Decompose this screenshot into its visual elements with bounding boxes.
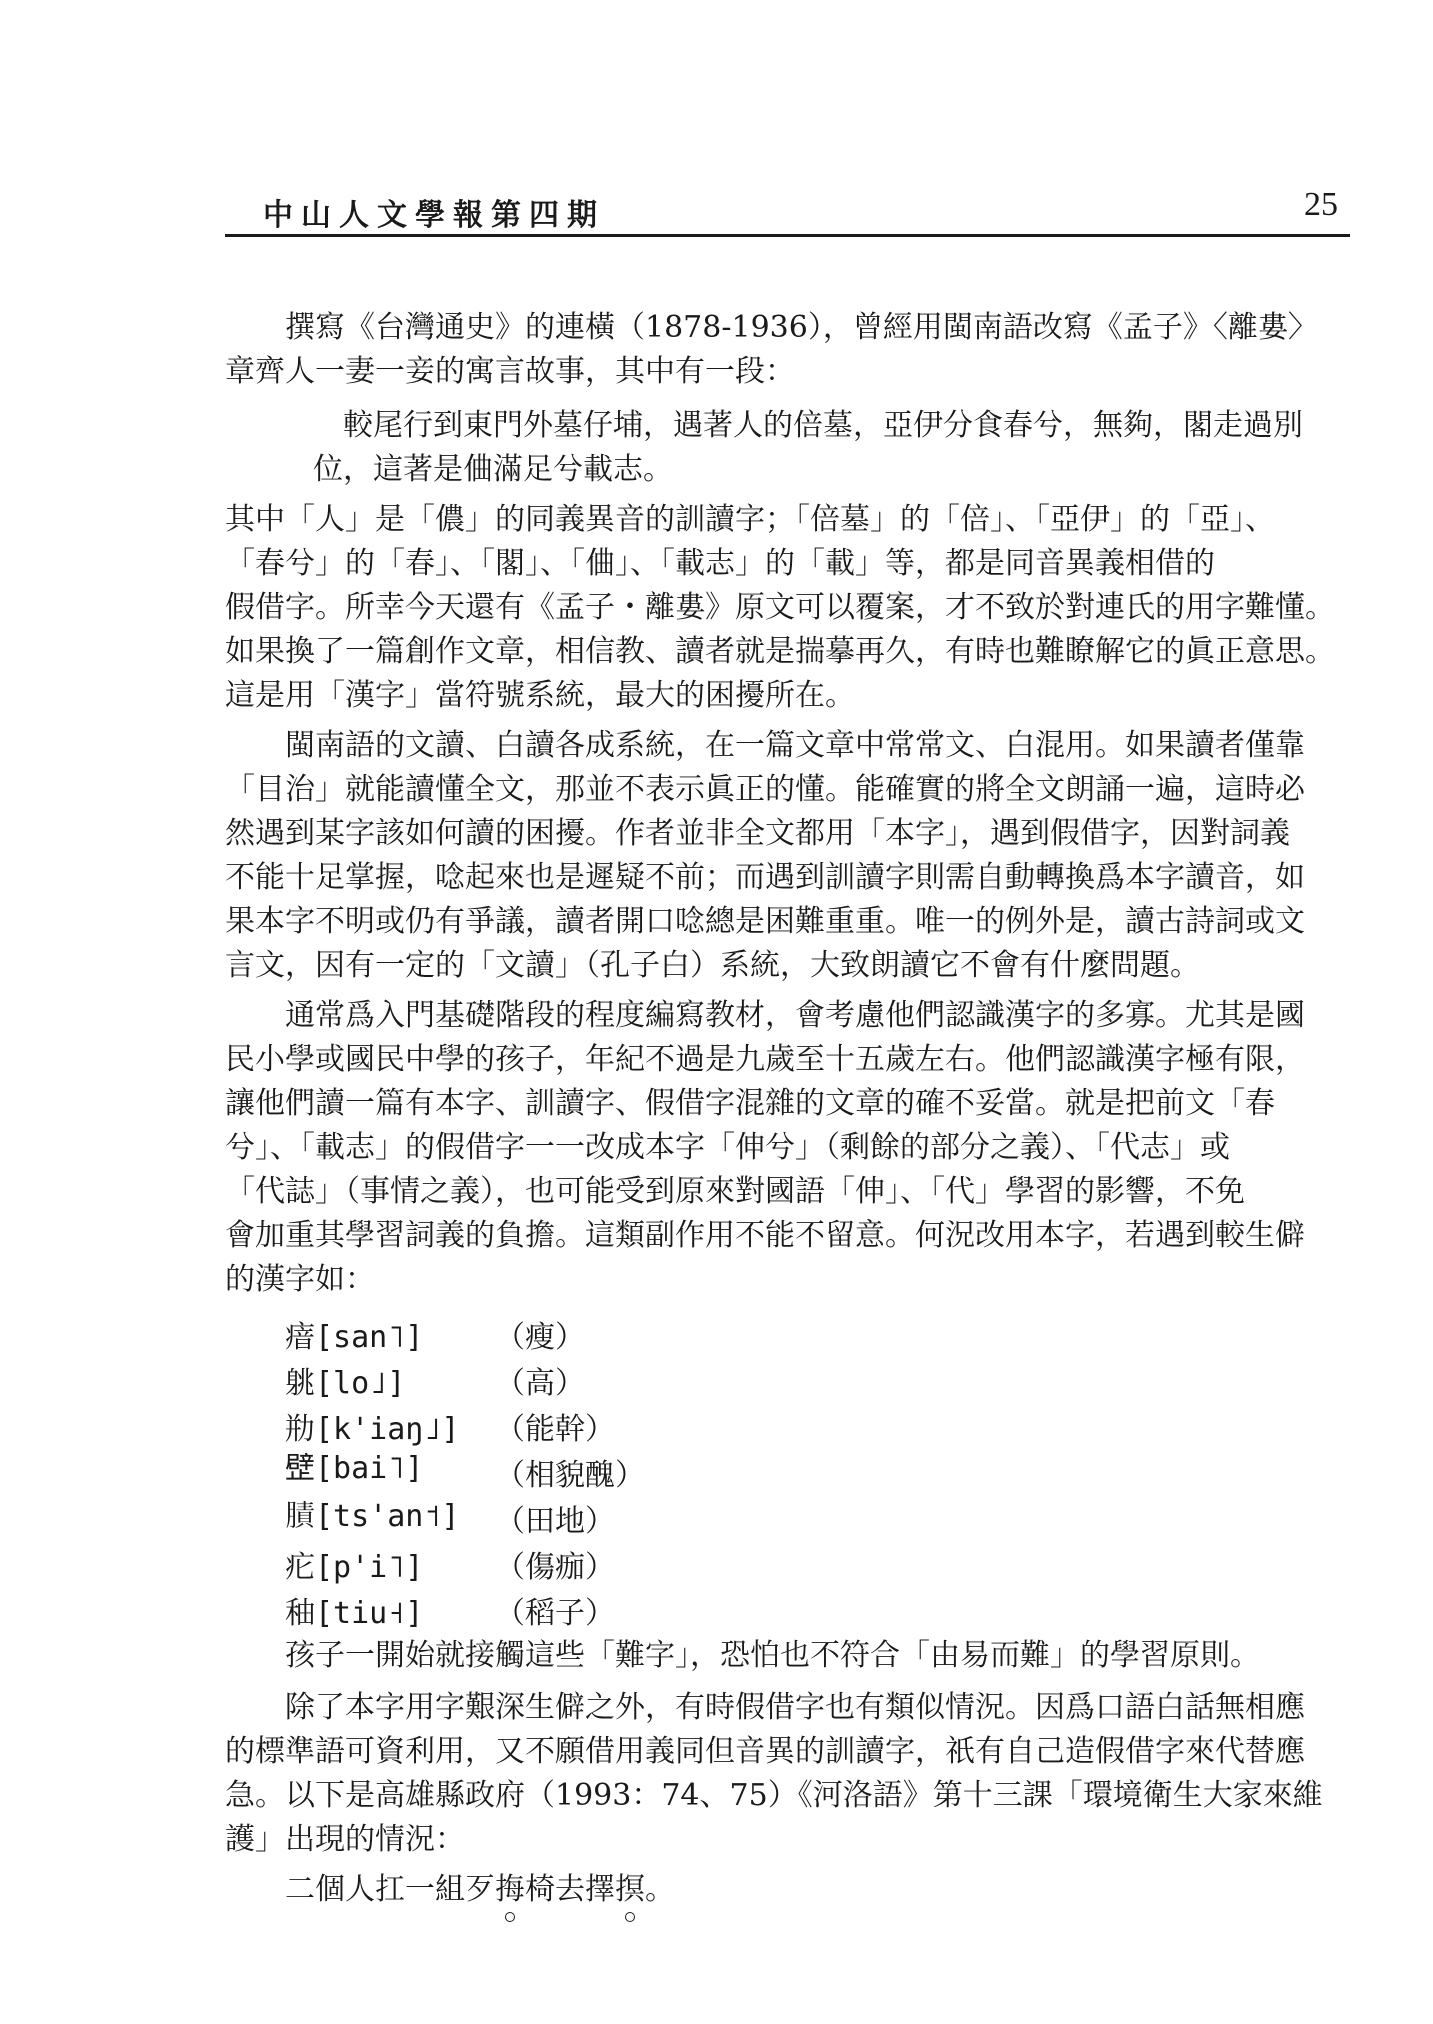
vocab-term: 䠷[lo˩]: [285, 1366, 406, 1401]
text-line: 「春兮」的「春」、「閣」、「㑋」、「載志」的「載」等，都是同音異義相借的: [225, 546, 1215, 581]
text-line: 孩子一開始就接觸這些「難字」，恐怕也不符合「由易而難」的學習原則。: [285, 1638, 1260, 1673]
example-text: 。: [645, 1872, 675, 1907]
dotted-character: 挴: [495, 1870, 525, 1910]
vocab-term: 㔙[k'iaŋ˩]: [285, 1412, 460, 1447]
journal-title: 中山人文學報第四期: [263, 198, 605, 233]
vocab-gloss: （高）: [495, 1366, 585, 1401]
text-line: 章齊人一妻一妾的寓言故事，其中有一段：: [225, 354, 795, 389]
text-line: 這是用「漢字」當符號系統，最大的困擾所在。: [225, 678, 855, 713]
text-line: 的標準語可資利用，又不願借用義同但音異的訓讀字，祇有自己造假借字來代替應: [225, 1734, 1305, 1769]
vocab-term: 𣦢[bai˥]: [285, 1451, 424, 1486]
page-header: [225, 182, 1350, 237]
vocab-gloss: （田地）: [495, 1504, 615, 1539]
vocab-gloss: （稻子）: [495, 1596, 615, 1631]
example-sentence: [285, 1870, 675, 1910]
vocab-term: 瘖[san˥]: [285, 1320, 424, 1355]
vocab-term: 疕[p'i˥]: [285, 1550, 424, 1585]
text-line: 護」出現的情況：: [225, 1822, 465, 1857]
text-line: 「代誌」（事情之義），也可能受到原來對國語「伸」、「代」學習的影響，不免: [225, 1174, 1245, 1209]
text-line: 讓他們讀一篇有本字、訓讀字、假借字混雜的文章的確不妥當。就是把前文「春: [225, 1086, 1275, 1121]
text-line: 果本字不明或仍有爭議，讀者開口唸總是困難重重。唯一的例外是，讀古詩詞或文: [225, 904, 1305, 939]
text-line: 除了本字用字艱深生僻之外，有時假借字也有類似情況。因爲口語白話無相應: [285, 1690, 1305, 1725]
text-line: 如果換了一篇創作文章，相信教、讀者就是揣摹再久，有時也難瞭解它的眞正意思。: [225, 634, 1335, 669]
text-line: 民小學或國民中學的孩子，年紀不過是九歲至十五歲左右。他們認識漢字極有限，: [225, 1042, 1305, 1077]
text-line: 假借字。所幸今天還有《孟子・離婁》原文可以覆案，才不致於對連氏的用字難懂。: [225, 590, 1335, 625]
quote-line: 位，這著是㑋滿足兮載志。: [313, 452, 673, 487]
vocab-gloss: （相貌醜）: [495, 1458, 645, 1493]
text-line: 通常爲入門基礎階段的程度編寫教材，會考慮他們認識漢字的多寡。尤其是國: [285, 998, 1305, 1033]
text-line: 兮」、「載志」的假借字一一改成本字「伸兮」（剩餘的部分之義）、「代志」或: [225, 1130, 1230, 1165]
dotted-character: 㨠: [615, 1870, 645, 1910]
example-text: 二個人扛一組歹: [285, 1872, 495, 1907]
vocab-term: 秞[tiu˧]: [285, 1596, 424, 1631]
text-line: 不能十足掌握，唸起來也是遲疑不前；而遇到訓讀字則需自動轉換爲本字讀音，如: [225, 860, 1305, 895]
vocab-gloss: （能幹）: [495, 1412, 615, 1447]
vocab-gloss: （瘦）: [495, 1320, 585, 1355]
text-line: 撰寫《台灣通史》的連橫（1878-1936），曾經用閩南語改寫《孟子》〈離婁〉: [285, 310, 1318, 345]
text-line: 然遇到某字該如何讀的困擾。作者並非全文都用「本字」，遇到假借字，因對詞義: [225, 816, 1290, 851]
text-line: 急。以下是高雄縣政府（1993：74、75）《河洛語》第十三課「環境衛生大家來維: [225, 1778, 1323, 1813]
quote-line: 較尾行到東門外墓仔埔，遇著人的倍墓，亞伊分食春兮，無夠，閣走過別: [343, 408, 1303, 443]
text-line: 會加重其學習詞義的負擔。這類副作用不能不留意。何況改用本字，若遇到較生僻: [225, 1218, 1305, 1253]
example-text: 椅去擇: [525, 1872, 615, 1907]
text-line: 其中「人」是「儂」的同義異音的訓讀字；「倍墓」的「倍」、「亞伊」的「亞」、: [225, 502, 1275, 537]
text-line: 的漢字如：: [225, 1262, 375, 1297]
vocab-term: 𦟜[ts'an˦]: [285, 1499, 460, 1534]
vocab-gloss: （傷痂）: [495, 1550, 615, 1585]
text-line: 閩南語的文讀、白讀各成系統，在一篇文章中常常文、白混用。如果讀者僅靠: [285, 728, 1305, 763]
text-line: 「目治」就能讀懂全文，那並不表示眞正的懂。能確實的將全文朗誦一遍，這時必: [225, 772, 1305, 807]
page-number: 25: [1304, 186, 1338, 223]
text-line: 言文，因有一定的「文讀」（孔子白）系統，大致朗讀它不會有什麼問題。: [225, 948, 1200, 983]
